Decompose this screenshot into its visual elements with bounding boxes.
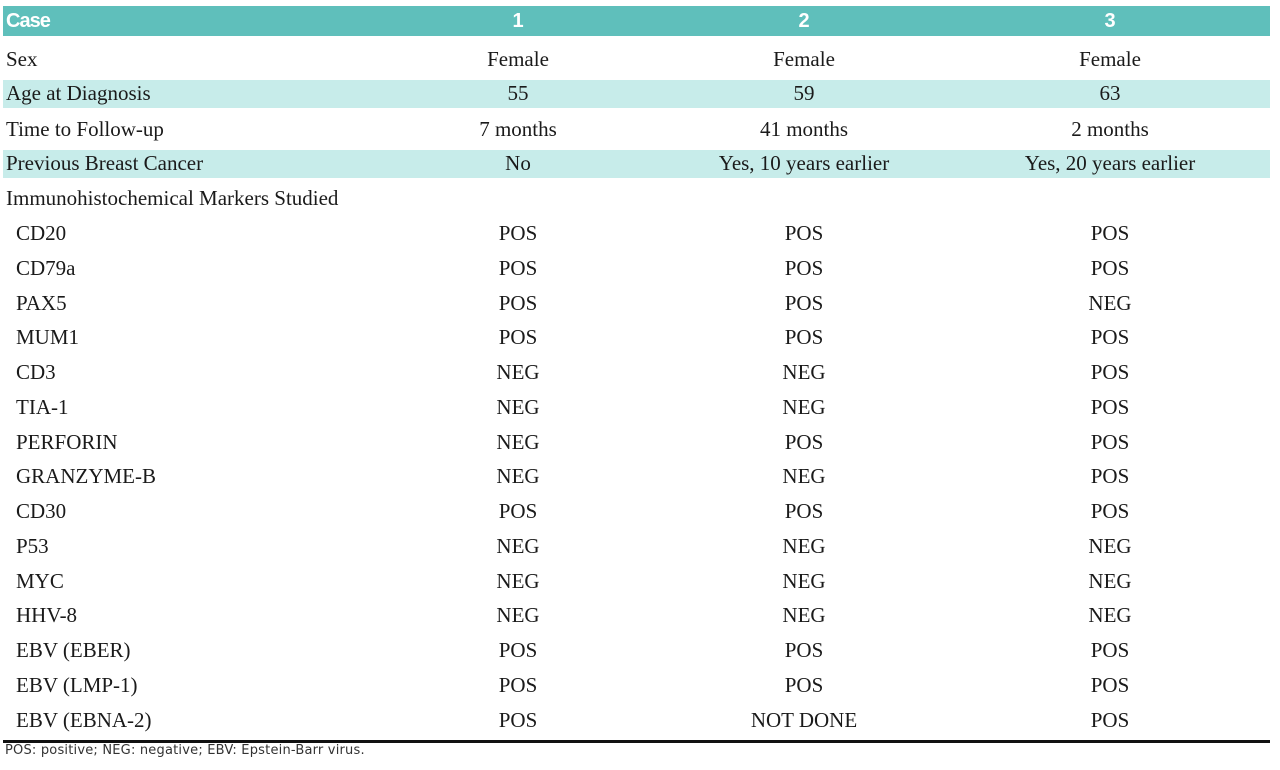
marker-row: [3, 668, 1270, 703]
cell-case-3: Yes, 20 years earlier: [1024, 151, 1196, 175]
markers-heading-row: [3, 182, 1270, 217]
cell-case-2: 41 months: [759, 116, 849, 141]
cell-case-2: NEG: [782, 603, 826, 628]
row-label: MYC: [16, 568, 64, 593]
cell-case-3: NEG: [1088, 603, 1132, 628]
marker-row: [3, 216, 1270, 251]
cell-case-1: NEG: [496, 360, 540, 385]
cell-case-3: POS: [1090, 360, 1130, 385]
row-label: CD3: [16, 360, 56, 385]
marker-row: [3, 355, 1270, 390]
row-label: Age at Diagnosis: [6, 81, 151, 106]
row-label: EBV (EBER): [16, 638, 131, 663]
cell-case-3: POS: [1090, 672, 1130, 697]
marker-row: [3, 425, 1270, 460]
cell-case-1: NEG: [496, 464, 540, 489]
cell-case-2: POS: [784, 672, 824, 697]
cell-case-3: Female: [1079, 46, 1141, 71]
row-label: Sex: [6, 46, 38, 71]
cell-case-1: POS: [498, 221, 538, 246]
marker-row: [3, 390, 1270, 425]
row-label: CD20: [16, 221, 67, 246]
cell-case-1: Female: [487, 46, 549, 71]
cell-case-2: POS: [784, 221, 824, 246]
data-table: [3, 6, 1270, 743]
row-label: GRANZYME-B: [16, 464, 156, 489]
cell-case-2: 59: [793, 81, 815, 106]
cell-case-1: POS: [498, 325, 538, 350]
cell-case-3: NEG: [1088, 290, 1132, 315]
cell-case-3: POS: [1090, 325, 1130, 350]
cell-case-3: POS: [1090, 707, 1130, 732]
cell-case-3: POS: [1090, 221, 1130, 246]
cell-case-1: NEG: [496, 394, 540, 419]
table-footnote: POS: positive; NEG: negative; EBV: Epstein-Barr virus.: [5, 743, 365, 758]
cell-case-1: POS: [498, 707, 538, 732]
cell-case-3: 2 months: [1071, 116, 1149, 141]
marker-row: [3, 321, 1270, 356]
marker-row: [3, 460, 1270, 495]
cell-case-2: NEG: [782, 394, 826, 419]
row-label: MUM1: [16, 325, 80, 350]
demographic-row: [3, 112, 1270, 147]
cell-case-2: POS: [784, 255, 824, 280]
row-label: HHV-8: [16, 603, 78, 628]
row-label: Previous Breast Cancer: [6, 151, 204, 175]
cell-case-1: NEG: [496, 429, 540, 454]
marker-row: [3, 529, 1270, 564]
row-label: Time to Follow-up: [6, 116, 164, 141]
cell-case-1: POS: [498, 255, 538, 280]
marker-row: [3, 286, 1270, 321]
header-cell-case: Case: [6, 9, 50, 32]
cell-case-3: POS: [1090, 429, 1130, 454]
cell-case-1: POS: [498, 672, 538, 697]
marker-row: [3, 599, 1270, 634]
cell-case-1: NEG: [496, 568, 540, 593]
cell-case-2: POS: [784, 638, 824, 663]
cell-case-3: POS: [1090, 255, 1130, 280]
row-label: EBV (LMP-1): [16, 672, 138, 697]
cell-case-3: POS: [1090, 638, 1130, 663]
row-label: EBV (EBNA-2): [16, 707, 152, 732]
marker-row: [3, 633, 1270, 668]
cell-case-3: NEG: [1088, 533, 1132, 558]
cell-case-2: NEG: [782, 568, 826, 593]
cell-case-1: POS: [498, 290, 538, 315]
cell-case-3: POS: [1090, 499, 1130, 524]
table-header-row: [3, 6, 1270, 36]
row-label: PERFORIN: [16, 429, 118, 454]
cell-case-2: Yes, 10 years earlier: [718, 151, 890, 175]
cell-case-3: POS: [1090, 394, 1130, 419]
cell-case-3: 63: [1099, 81, 1121, 106]
cell-case-2: POS: [784, 499, 824, 524]
cell-case-2: POS: [784, 429, 824, 454]
demographic-row: [3, 42, 1270, 77]
cell-case-2: NOT DONE: [750, 707, 858, 732]
cell-case-1: No: [505, 151, 531, 175]
cell-case-2: NEG: [782, 464, 826, 489]
marker-row: [3, 251, 1270, 286]
cell-case-1: NEG: [496, 603, 540, 628]
markers-heading: Immunohistochemical Markers Studied: [6, 186, 339, 211]
row-label: P53: [16, 533, 49, 558]
cell-case-1: POS: [498, 638, 538, 663]
row-label: CD30: [16, 499, 67, 524]
cell-case-1: NEG: [496, 533, 540, 558]
row-label: CD79a: [16, 255, 76, 280]
row-label: PAX5: [16, 290, 67, 315]
cell-case-2: Female: [773, 46, 835, 71]
cell-case-2: POS: [784, 290, 824, 315]
demographic-row: [3, 150, 1270, 178]
marker-row: [3, 494, 1270, 529]
cell-case-1: 7 months: [479, 116, 557, 141]
cell-case-2: NEG: [782, 533, 826, 558]
header-cell-case-2: 2: [798, 9, 810, 32]
cell-case-2: POS: [784, 325, 824, 350]
cell-case-1: 55: [507, 81, 529, 106]
cell-case-1: POS: [498, 499, 538, 524]
cell-case-2: NEG: [782, 360, 826, 385]
cell-case-3: NEG: [1088, 568, 1132, 593]
marker-row: [3, 703, 1270, 738]
demographic-row: [3, 80, 1270, 108]
cell-case-3: POS: [1090, 464, 1130, 489]
header-cell-case-1: 1: [512, 9, 524, 32]
row-label: TIA-1: [16, 394, 69, 419]
marker-row: [3, 564, 1270, 599]
header-cell-case-3: 3: [1104, 9, 1116, 32]
